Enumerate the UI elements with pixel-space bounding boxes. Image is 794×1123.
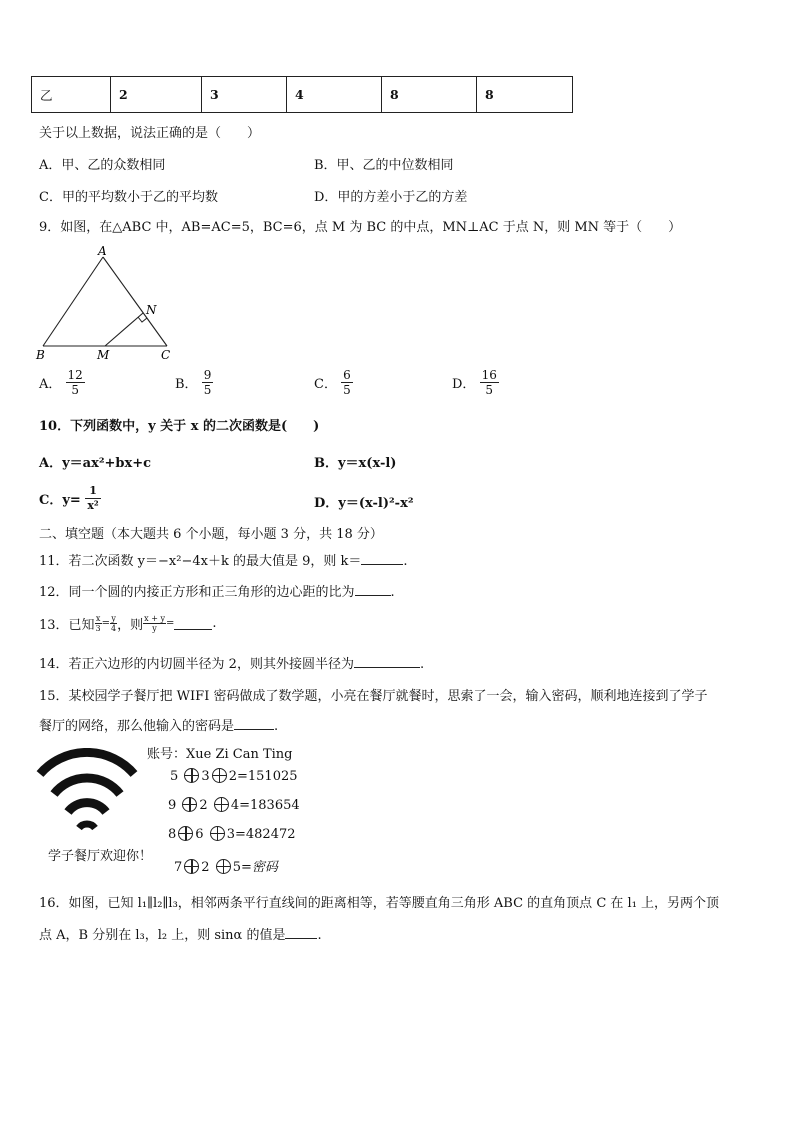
q13-text: 13．已知: [39, 618, 95, 633]
q16-line1: 16．如图，已知 l₁∥l₂∥l₃，相邻两条平行直线间的距离相等，若等腰直角三角形 ABC 的直角顶点 C 在 l₁ 上，另两个顶: [39, 896, 720, 911]
wifi-icon: [36, 748, 140, 838]
operand: 3: [201, 769, 210, 784]
q14-end: .: [419, 657, 425, 672]
denominator: x²: [87, 499, 99, 512]
fraction: [143, 614, 166, 633]
denominator: 5: [343, 383, 351, 397]
label-m: M: [97, 348, 110, 362]
option-letter: D．: [452, 377, 476, 392]
operand: 4: [230, 798, 240, 813]
operand: 3: [226, 827, 235, 842]
table-cell: 3: [202, 77, 287, 113]
q15-line2: [39, 715, 278, 734]
fraction: [341, 368, 353, 397]
q8-option-d: D．甲的方差小于乙的方差: [314, 190, 468, 205]
q13-text: ，则: [117, 618, 144, 633]
q11-end: .: [403, 554, 408, 569]
q9-option-d: [452, 368, 499, 397]
fraction: [85, 484, 100, 513]
operand: 9: [168, 798, 177, 813]
circled-plus-icon: [212, 768, 227, 783]
circled-plus-icon: [214, 797, 229, 812]
q15-line1: 15．某校园学子餐厅把 WIFI 密码做成了数学题，小亮在餐厅就餐时，思索了一会，输入密码，顺利地连接到了学子: [39, 689, 708, 704]
operand: 7: [174, 860, 183, 875]
segment-mn: [105, 313, 143, 346]
q9-stem: 9．如图，在△ABC 中，AB=AC=5，BC=6，点 M 为 BC 的中点，MN⊥AC 于点 N，则 MN 等于（ ）: [39, 220, 682, 235]
table-row: [32, 77, 573, 113]
q16-text: 点 A，B 分别在 l₃，l₂ 上，则 sinα 的值是: [39, 928, 286, 943]
side-ab: [43, 257, 103, 346]
answer-blank[interactable]: [361, 552, 403, 565]
answer-blank[interactable]: [234, 717, 274, 730]
answer-blank[interactable]: [174, 617, 212, 630]
circled-plus-icon: [184, 768, 199, 783]
q8-option-c: C．甲的平均数小于乙的平均数: [39, 190, 218, 205]
operand: 5: [170, 769, 179, 784]
option-letter: C．: [314, 377, 337, 392]
label-a: A: [98, 244, 107, 258]
equation-result: =482472: [234, 827, 296, 842]
circled-plus-icon: [184, 859, 199, 874]
q8-option-a: A．甲、乙的众数相同: [39, 158, 166, 173]
denominator: y: [143, 623, 166, 633]
welcome-text: 学子餐厅欢迎你！: [48, 849, 153, 864]
q12-end: .: [390, 585, 395, 600]
circled-plus-icon: [178, 826, 193, 841]
q10-option-a: A．y＝ax²+bx+c: [39, 456, 152, 471]
numerator: 6: [343, 368, 351, 382]
side-ac: [103, 257, 167, 346]
operand: 5: [232, 860, 241, 875]
right-angle-mark: [138, 317, 147, 322]
circled-plus-icon: [210, 826, 225, 841]
operand: 2: [199, 798, 208, 813]
q10-stem: 10．下列函数中，y 关于 x 的二次函数是( ): [39, 419, 320, 434]
q12-text: 12．同一个圆的内接正方形和正三角形的边心距的比为: [39, 585, 355, 600]
q11-text: 11．若二次函数 y＝−x²−4x＋k 的最大值是 9，则 k＝: [39, 554, 362, 569]
numerator: 12: [67, 368, 83, 382]
option-text: C．y=: [39, 493, 81, 508]
wifi-equation-2: [168, 797, 300, 813]
option-letter: A．: [39, 377, 62, 392]
q13: [39, 614, 217, 633]
q8-option-b: B．甲、乙的中位数相同: [314, 158, 454, 173]
q13-end: .: [212, 616, 217, 631]
q9-option-a: [39, 368, 85, 397]
equation-result: =183654: [239, 798, 300, 813]
q9-option-b: [175, 368, 213, 397]
q14: [39, 653, 424, 672]
q16-end: .: [317, 928, 322, 943]
numerator: 9: [203, 368, 212, 382]
circled-plus-icon: [216, 859, 231, 874]
answer-blank[interactable]: [355, 583, 391, 596]
section-heading: 二、填空题（本大题共 6 个小题，每小题 3 分，共 18 分）: [39, 527, 383, 542]
denominator: 5: [203, 383, 212, 397]
label-n: N: [146, 303, 157, 317]
wifi-equation-1: [170, 768, 298, 784]
fraction: [95, 614, 102, 633]
answer-blank[interactable]: [285, 926, 317, 939]
label-c: C: [161, 348, 171, 362]
fraction: [66, 368, 85, 397]
table-cell: 4: [287, 77, 382, 113]
equals: =: [101, 618, 111, 629]
wifi-equation-3: [168, 826, 296, 842]
triangle-figure: [34, 244, 184, 362]
table-cell: 8: [477, 77, 573, 113]
option-letter: B．: [175, 377, 198, 392]
answer-blank[interactable]: [354, 655, 420, 668]
equation-result: =151025: [236, 769, 298, 784]
operand: 2: [201, 860, 210, 875]
wifi-account: 账号：Xue Zi Can Ting: [147, 747, 293, 762]
operand: 6: [195, 827, 204, 842]
circled-plus-icon: [182, 797, 197, 812]
numerator: 1: [89, 484, 97, 497]
q15-end: .: [274, 719, 279, 734]
fraction: [480, 368, 499, 397]
operand: 2: [228, 769, 237, 784]
q8-stem: 关于以上数据，说法正确的是（ ）: [39, 126, 261, 141]
numerator: x: [95, 614, 101, 623]
numerator: y: [111, 614, 116, 623]
q14-text: 14．若正六边形的内切圆半径为 2，则其外接圆半径为: [39, 657, 354, 672]
q10-option-c: [39, 484, 101, 513]
q12: [39, 581, 395, 600]
q9-option-c: [314, 368, 353, 397]
q10-option-b: B．y＝x(x-l): [314, 456, 397, 471]
q11: [39, 550, 408, 569]
denominator: 5: [480, 382, 499, 397]
label-b: B: [36, 348, 45, 362]
numerator: 16: [481, 368, 497, 382]
numerator: x + y: [144, 614, 165, 623]
equals: =: [165, 618, 175, 629]
denominator: 4: [111, 624, 117, 633]
table-cell: 8: [382, 77, 477, 113]
q16-line2: [39, 924, 322, 943]
fraction: [202, 368, 214, 397]
data-table: [31, 76, 573, 113]
q10-option-d: D．y＝(x-l)²-x²: [314, 496, 414, 511]
wifi-equation-4: [174, 856, 278, 875]
operand: 8: [168, 827, 177, 842]
denominator: 3: [95, 624, 101, 633]
table-cell: 2: [111, 77, 202, 113]
q15-text: 餐厅的网络，那么他输入的密码是: [39, 719, 235, 734]
table-row-label: 乙: [32, 77, 111, 113]
equation-result: =密码: [240, 860, 278, 875]
denominator: 5: [66, 382, 85, 397]
